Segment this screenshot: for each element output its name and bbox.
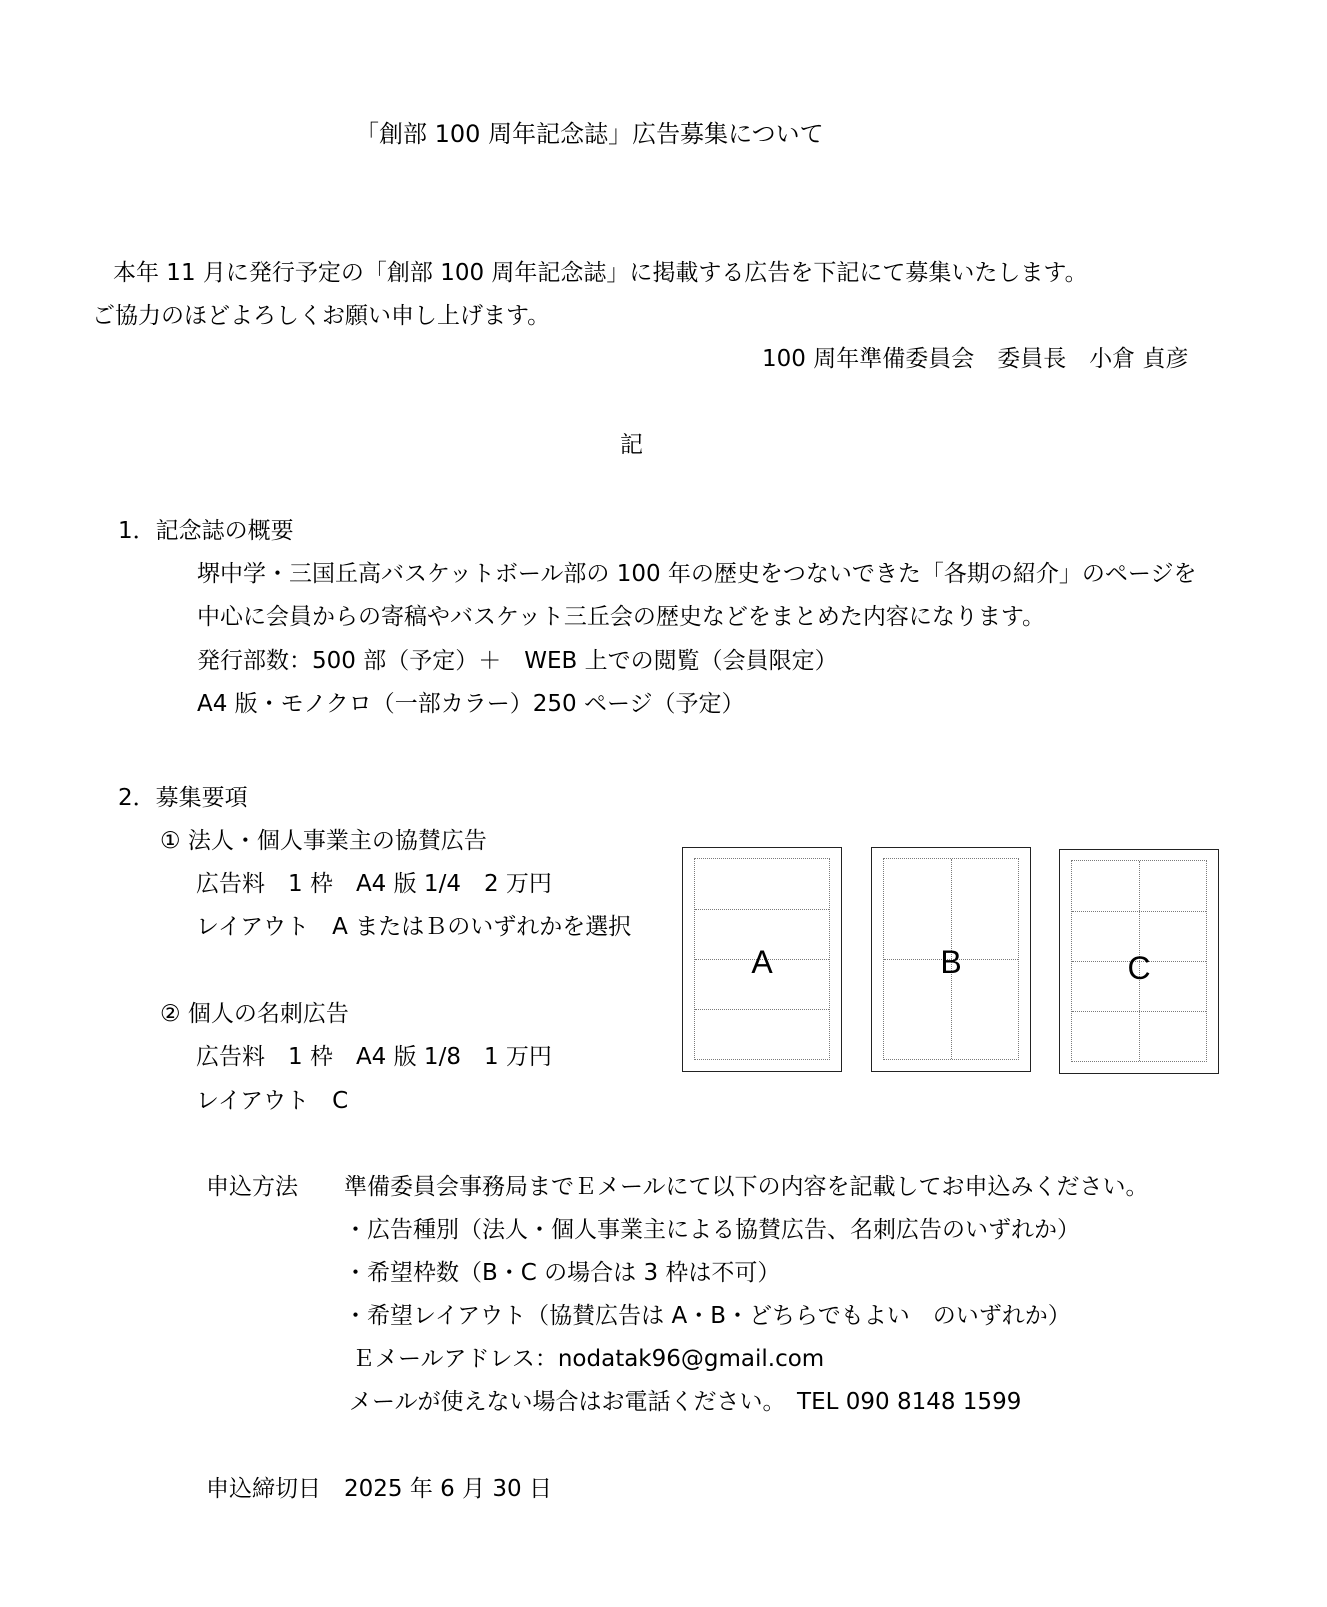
signature: 100 周年準備委員会 委員長 小倉 貞彦 (762, 346, 1189, 372)
section1-line-3: 発行部数：500 部（予定）＋ WEB 上での閲覧（会員限定） (197, 648, 838, 674)
section1-line-2: 中心に会員からの寄稿やバスケット三丘会の歴史などをまとめた内容になります。 (197, 604, 1046, 630)
apply-label: 申込方法 (206, 1174, 298, 1200)
item2-fee: 広告料 1 枠 A4 版 1/8 1 万円 (196, 1044, 552, 1070)
layout-b-label: B (940, 944, 962, 980)
intro-line-1: 本年 11 月に発行予定の「創部 100 周年記念誌」に掲載する広告を下記にて募集いたします。 (113, 260, 1088, 286)
apply-line-3: ・希望枠数（B・C の場合は 3 枠は不可） (344, 1260, 781, 1286)
apply-line-4: ・希望レイアウト（協賛広告は A・B・どちらでもよい のいずれか） (344, 1303, 1071, 1329)
apply-line-1: 準備委員会事務局までＥメールにて以下の内容を記載してお申込みください。 (344, 1174, 1149, 1200)
layout-diagram-b (871, 847, 1031, 1072)
section1-line-4: A4 版・モノクロ（一部カラー）250 ページ（予定） (197, 691, 745, 717)
section1-line-1: 堺中学・三国丘高バスケットボール部の 100 年の歴史をつないできた「各期の紹介」のページを (197, 561, 1197, 587)
item2-layout: レイアウト C (196, 1088, 349, 1114)
apply-line-2: ・広告種別（法人・個人事業主による協賛広告、名刺広告のいずれか） (344, 1217, 1080, 1243)
item1-fee: 広告料 1 枠 A4 版 1/4 2 万円 (196, 871, 552, 897)
item1-layout: レイアウト A またはＢのいずれかを選択 (196, 914, 632, 940)
layout-c-label: C (1127, 950, 1151, 986)
layout-diagram-a (682, 847, 842, 1072)
deadline-label: 申込締切日 (206, 1476, 321, 1502)
page-title: 「創部 100 周年記念誌」広告募集について (355, 120, 824, 148)
section2-heading: 2．募集要項 (118, 785, 248, 811)
section1-heading: 1．記念誌の概要 (118, 518, 294, 544)
layout-a-divider (695, 909, 829, 910)
layout-a-divider (695, 1009, 829, 1010)
layout-diagram-c (1059, 849, 1219, 1074)
intro-line-2: ご協力のほどよろしくお願い申し上げます。 (92, 303, 551, 329)
item2-title: ② 個人の名刺広告 (160, 1001, 349, 1027)
layout-a-label: A (751, 944, 773, 980)
apply-email: Ｅメールアドレス：nodatak96@gmail.com (352, 1346, 825, 1372)
deadline-value: 2025 年 6 月 30 日 (344, 1476, 552, 1502)
item1-title: ① 法人・個人事業主の協賛広告 (160, 828, 487, 854)
ki-marker: 記 (620, 432, 643, 458)
apply-phone: メールが使えない場合はお電話ください。 TEL 090 8148 1599 (349, 1389, 1022, 1415)
